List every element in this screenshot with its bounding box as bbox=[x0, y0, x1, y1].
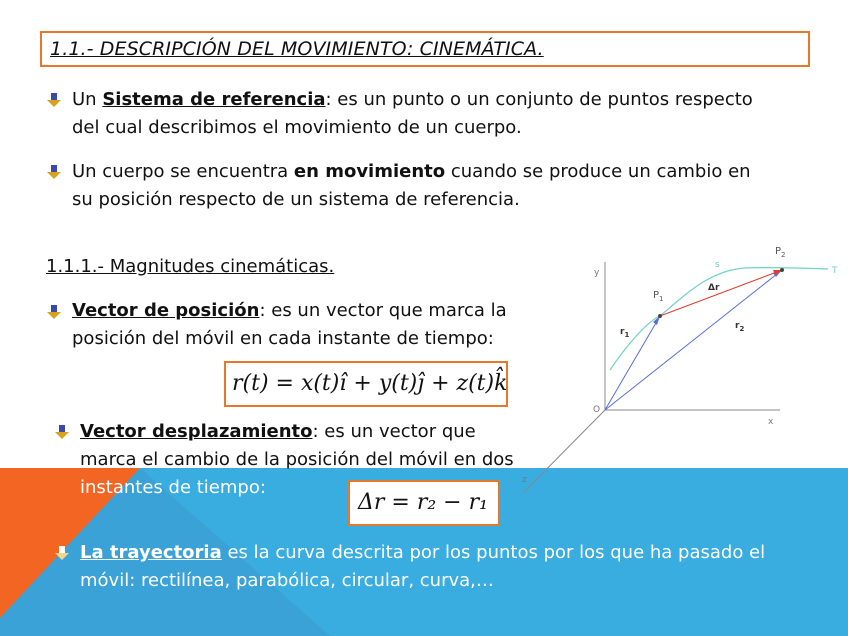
z-axis bbox=[524, 410, 605, 492]
bullet-arrow-icon bbox=[54, 545, 70, 561]
r1-label: $r_1$ bbox=[620, 327, 630, 339]
bullet-vector-posicion: Vector de posición: es un vector que marca la posición del móvil en cada instante de tiempo: bbox=[72, 300, 507, 349]
kinematics-diagram bbox=[510, 240, 846, 500]
point-p1 bbox=[658, 314, 662, 318]
term-vector-posicion: Vector de posición bbox=[72, 300, 260, 321]
bullet-arrow-icon bbox=[54, 424, 70, 440]
trajectory-label: s bbox=[715, 260, 720, 270]
p1-label: $P_1$ bbox=[653, 290, 664, 303]
z-axis-label: z bbox=[522, 475, 527, 485]
bullet-arrow-icon bbox=[46, 92, 62, 108]
tangent-label: T bbox=[832, 266, 838, 276]
position-vector-formula: r(t) = x(t)î + y(t)ĵ + z(t)k̂ bbox=[224, 361, 508, 407]
subsection-heading: 1.1.1.- Magnitudes cinemáticas. bbox=[46, 256, 335, 277]
r2-label: $r_2$ bbox=[735, 321, 745, 333]
bullet-trayectoria: La trayectoria es la curva descrita por los puntos por los que ha pasado el móvil: rectilínea, parabólica, circular, curva,… bbox=[80, 542, 766, 591]
r1-vector bbox=[605, 316, 660, 410]
bullet-en-movimiento: Un cuerpo se encuentra en movimiento cuando se produce un cambio en su posición respecto de un sistema de referencia. bbox=[72, 161, 751, 210]
displacement-vector-formula: Δr = r₂ − r₁ bbox=[348, 480, 500, 526]
bullet-arrow-icon bbox=[46, 304, 62, 320]
origin-label: O bbox=[593, 405, 601, 415]
term-sistema-referencia: Sistema de referencia bbox=[102, 89, 326, 110]
term-trayectoria: La trayectoria bbox=[80, 542, 222, 563]
delta-r-label: Δr bbox=[708, 283, 720, 293]
slide-title: 1.1.- DESCRIPCIÓN DEL MOVIMIENTO: CINEMÁTICA. bbox=[50, 38, 544, 60]
x-axis-label: x bbox=[768, 417, 774, 427]
term-en-movimiento: en movimiento bbox=[293, 161, 446, 182]
delta-r-vector bbox=[660, 270, 782, 316]
y-axis-label: y bbox=[594, 268, 600, 278]
r2-vector bbox=[605, 270, 782, 410]
p2-label: $P_2$ bbox=[775, 246, 786, 259]
bullet-arrow-icon bbox=[46, 164, 62, 180]
point-p2 bbox=[780, 268, 784, 272]
bullet-sistema-referencia: Un Sistema de referencia: es un punto o un conjunto de puntos respecto del cual describimos el movimiento de un cuerpo. bbox=[72, 89, 753, 138]
term-vector-desplazamiento: Vector desplazamiento bbox=[80, 421, 313, 442]
bullet-vector-desplazamiento: Vector desplazamiento: es un vector que marca el cambio de la posición del móvil en dos instantes de tiempo: bbox=[80, 421, 514, 498]
slide-title-box bbox=[40, 31, 810, 67]
